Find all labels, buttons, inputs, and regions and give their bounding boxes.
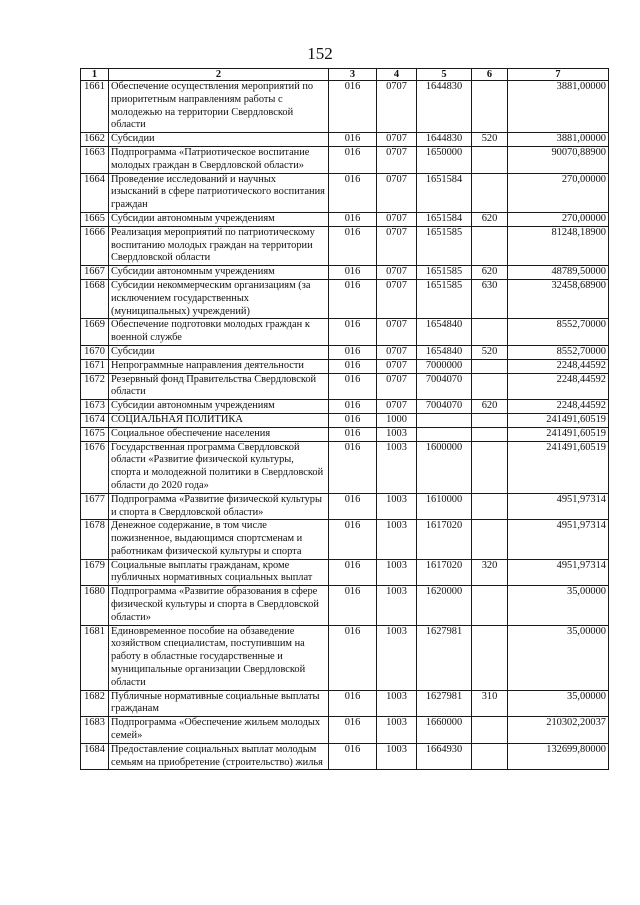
row-name: Единовременное пособие на обзаведение хозяйством специалистам, поступившим на работу в областные государственные и муниципальные организации Свердловской области (109, 625, 329, 690)
row-number: 1673 (81, 400, 109, 414)
row-expense-type: 310 (472, 690, 508, 717)
row-target-code: 1610000 (417, 493, 472, 520)
table-row (81, 625, 609, 690)
table-row (81, 173, 609, 212)
row-expense-type: 320 (472, 559, 508, 586)
row-number: 1668 (81, 279, 109, 318)
row-amount: 35,00000 (508, 690, 609, 717)
row-expense-type (472, 319, 508, 346)
row-ministry-code: 016 (329, 133, 377, 147)
column-header: 7 (508, 69, 609, 81)
row-ministry-code: 016 (329, 717, 377, 744)
row-section-code: 1003 (377, 690, 417, 717)
row-name: СОЦИАЛЬНАЯ ПОЛИТИКА (109, 413, 329, 427)
row-ministry-code: 016 (329, 173, 377, 212)
table-row (81, 279, 609, 318)
row-ministry-code: 016 (329, 690, 377, 717)
row-section-code: 1003 (377, 559, 417, 586)
row-ministry-code: 016 (329, 212, 377, 226)
row-number: 1671 (81, 359, 109, 373)
row-target-code: 7004070 (417, 400, 472, 414)
row-amount: 270,00000 (508, 173, 609, 212)
row-target-code: 7000000 (417, 359, 472, 373)
row-target-code: 1644830 (417, 133, 472, 147)
table-row (81, 319, 609, 346)
table-row (81, 586, 609, 625)
row-number: 1667 (81, 266, 109, 280)
row-ministry-code: 016 (329, 81, 377, 133)
row-expense-type: 620 (472, 266, 508, 280)
row-name: Непрограммные направления деятельности (109, 359, 329, 373)
row-expense-type (472, 493, 508, 520)
row-target-code: 1651585 (417, 279, 472, 318)
row-ministry-code: 016 (329, 266, 377, 280)
table-row (81, 441, 609, 493)
row-amount: 90070,88900 (508, 146, 609, 173)
table-row (81, 493, 609, 520)
row-ministry-code: 016 (329, 359, 377, 373)
row-expense-type (472, 146, 508, 173)
row-target-code: 1651584 (417, 173, 472, 212)
row-amount: 2248,44592 (508, 400, 609, 414)
row-target-code: 1617020 (417, 559, 472, 586)
row-ministry-code: 016 (329, 413, 377, 427)
row-target-code: 1627981 (417, 625, 472, 690)
row-expense-type (472, 226, 508, 265)
row-amount: 132699,80000 (508, 743, 609, 770)
row-amount: 8552,70000 (508, 345, 609, 359)
row-expense-type (472, 373, 508, 400)
row-amount: 48789,50000 (508, 266, 609, 280)
table-row (81, 81, 609, 133)
row-number: 1678 (81, 520, 109, 559)
row-name: Подпрограмма «Развитие физической культуры и спорта в Свердловской области» (109, 493, 329, 520)
row-amount: 241491,60519 (508, 413, 609, 427)
row-name: Публичные нормативные социальные выплаты гражданам (109, 690, 329, 717)
page-number: 152 (307, 44, 333, 63)
row-section-code: 0707 (377, 319, 417, 346)
row-target-code: 1651585 (417, 226, 472, 265)
row-ministry-code: 016 (329, 400, 377, 414)
row-ministry-code: 016 (329, 279, 377, 318)
row-name: Подпрограмма «Развитие образования в сфере физической культуры и спорта в Свердловской области» (109, 586, 329, 625)
table-row (81, 520, 609, 559)
table-row (81, 559, 609, 586)
row-expense-type: 630 (472, 279, 508, 318)
column-header: 1 (81, 69, 109, 81)
table-row (81, 690, 609, 717)
row-name: Субсидии автономным учреждениям (109, 266, 329, 280)
row-expense-type (472, 81, 508, 133)
row-section-code: 0707 (377, 345, 417, 359)
row-target-code: 1660000 (417, 717, 472, 744)
row-amount: 35,00000 (508, 586, 609, 625)
row-expense-type (472, 520, 508, 559)
table-header-row (81, 69, 609, 81)
row-expense-type (472, 717, 508, 744)
row-name: Субсидии некоммерческим организациям (за исключением государственных (муниципальных) учреждений) (109, 279, 329, 318)
row-amount: 81248,18900 (508, 226, 609, 265)
row-expense-type: 520 (472, 345, 508, 359)
row-target-code: 1620000 (417, 586, 472, 625)
row-number: 1664 (81, 173, 109, 212)
table-row (81, 413, 609, 427)
row-section-code: 0707 (377, 266, 417, 280)
row-ministry-code: 016 (329, 586, 377, 625)
table-row (81, 717, 609, 744)
row-target-code: 1654840 (417, 345, 472, 359)
row-section-code: 0707 (377, 81, 417, 133)
row-amount: 4951,97314 (508, 559, 609, 586)
row-ministry-code: 016 (329, 373, 377, 400)
row-target-code: 1617020 (417, 520, 472, 559)
row-number: 1672 (81, 373, 109, 400)
row-target-code: 1664930 (417, 743, 472, 770)
row-ministry-code: 016 (329, 427, 377, 441)
row-section-code: 1003 (377, 441, 417, 493)
column-header: 5 (417, 69, 472, 81)
table-row (81, 427, 609, 441)
row-amount: 210302,20037 (508, 717, 609, 744)
row-section-code: 1003 (377, 586, 417, 625)
row-target-code: 1627981 (417, 690, 472, 717)
row-expense-type (472, 625, 508, 690)
row-target-code: 1600000 (417, 441, 472, 493)
row-ministry-code: 016 (329, 319, 377, 346)
row-section-code: 1003 (377, 493, 417, 520)
column-header: 3 (329, 69, 377, 81)
row-number: 1681 (81, 625, 109, 690)
row-ministry-code: 016 (329, 559, 377, 586)
row-section-code: 0707 (377, 279, 417, 318)
row-target-code: 1651584 (417, 212, 472, 226)
row-expense-type: 620 (472, 212, 508, 226)
column-header: 2 (109, 69, 329, 81)
row-section-code: 1003 (377, 717, 417, 744)
row-section-code: 0707 (377, 212, 417, 226)
row-ministry-code: 016 (329, 146, 377, 173)
row-number: 1677 (81, 493, 109, 520)
row-number: 1675 (81, 427, 109, 441)
row-target-code: 1644830 (417, 81, 472, 133)
row-ministry-code: 016 (329, 345, 377, 359)
row-amount: 241491,60519 (508, 427, 609, 441)
row-number: 1684 (81, 743, 109, 770)
row-name: Предоставление социальных выплат молодым семьям на приобретение (строительство) жилья (109, 743, 329, 770)
row-number: 1682 (81, 690, 109, 717)
row-section-code: 0707 (377, 173, 417, 212)
row-ministry-code: 016 (329, 441, 377, 493)
row-name: Обеспечение подготовки молодых граждан к военной службе (109, 319, 329, 346)
row-target-code: 1651585 (417, 266, 472, 280)
row-target-code (417, 427, 472, 441)
row-expense-type (472, 427, 508, 441)
row-amount: 241491,60519 (508, 441, 609, 493)
row-expense-type (472, 359, 508, 373)
row-number: 1665 (81, 212, 109, 226)
table-row (81, 266, 609, 280)
row-name: Субсидии автономным учреждениям (109, 212, 329, 226)
row-number: 1661 (81, 81, 109, 133)
row-expense-type: 520 (472, 133, 508, 147)
row-expense-type (472, 413, 508, 427)
row-name: Реализация мероприятий по патриотическому воспитанию молодых граждан на территории Свердловской области (109, 226, 329, 265)
table-row (81, 373, 609, 400)
row-ministry-code: 016 (329, 520, 377, 559)
row-section-code: 1003 (377, 427, 417, 441)
row-number: 1679 (81, 559, 109, 586)
row-name: Резервный фонд Правительства Свердловской области (109, 373, 329, 400)
row-number: 1680 (81, 586, 109, 625)
row-amount: 3881,00000 (508, 133, 609, 147)
row-name: Субсидии (109, 133, 329, 147)
table-row (81, 133, 609, 147)
row-number: 1669 (81, 319, 109, 346)
row-number: 1676 (81, 441, 109, 493)
table-row (81, 146, 609, 173)
column-header: 6 (472, 69, 508, 81)
row-number: 1670 (81, 345, 109, 359)
row-amount: 3881,00000 (508, 81, 609, 133)
row-amount: 2248,44592 (508, 359, 609, 373)
table-row (81, 400, 609, 414)
row-amount: 4951,97314 (508, 520, 609, 559)
row-ministry-code: 016 (329, 625, 377, 690)
row-name: Подпрограмма «Обеспечение жильем молодых семей» (109, 717, 329, 744)
row-name: Государственная программа Свердловской области «Развитие физической культуры, спорта и молодежной политики в Свердловской области до 2020 года» (109, 441, 329, 493)
row-target-code: 1654840 (417, 319, 472, 346)
row-number: 1683 (81, 717, 109, 744)
table-row (81, 743, 609, 770)
row-amount: 32458,68900 (508, 279, 609, 318)
row-ministry-code: 016 (329, 493, 377, 520)
row-target-code: 7004070 (417, 373, 472, 400)
row-amount: 270,00000 (508, 212, 609, 226)
row-name: Подпрограмма «Патриотическое воспитание молодых граждан в Свердловской области» (109, 146, 329, 173)
row-amount: 4951,97314 (508, 493, 609, 520)
table-row (81, 226, 609, 265)
row-section-code: 0707 (377, 146, 417, 173)
row-section-code: 1003 (377, 625, 417, 690)
table-row (81, 212, 609, 226)
row-name: Субсидии (109, 345, 329, 359)
row-name: Обеспечение осуществления мероприятий по приоритетным направлениям работы с молодежью на территории Свердловской области (109, 81, 329, 133)
row-ministry-code: 016 (329, 226, 377, 265)
row-section-code: 1003 (377, 520, 417, 559)
row-amount: 8552,70000 (508, 319, 609, 346)
row-number: 1663 (81, 146, 109, 173)
row-target-code: 1650000 (417, 146, 472, 173)
row-section-code: 0707 (377, 359, 417, 373)
row-number: 1666 (81, 226, 109, 265)
row-section-code: 1003 (377, 743, 417, 770)
row-expense-type: 620 (472, 400, 508, 414)
column-header: 4 (377, 69, 417, 81)
row-name: Проведение исследований и научных изысканий в сфере патриотического воспитания граждан (109, 173, 329, 212)
row-ministry-code: 016 (329, 743, 377, 770)
row-name: Социальное обеспечение населения (109, 427, 329, 441)
table-row (81, 345, 609, 359)
row-section-code: 1000 (377, 413, 417, 427)
table-row (81, 359, 609, 373)
row-number: 1662 (81, 133, 109, 147)
row-name: Субсидии автономным учреждениям (109, 400, 329, 414)
row-target-code (417, 413, 472, 427)
row-amount: 35,00000 (508, 625, 609, 690)
row-amount: 2248,44592 (508, 373, 609, 400)
row-expense-type (472, 173, 508, 212)
row-section-code: 0707 (377, 400, 417, 414)
row-number: 1674 (81, 413, 109, 427)
row-name: Социальные выплаты гражданам, кроме публичных нормативных социальных выплат (109, 559, 329, 586)
row-section-code: 0707 (377, 133, 417, 147)
row-expense-type (472, 586, 508, 625)
budget-table (80, 68, 609, 770)
row-name: Денежное содержание, в том числе пожизненное, выдающимся спортсменам и работникам физической культуры и спорта (109, 520, 329, 559)
row-section-code: 0707 (377, 226, 417, 265)
row-section-code: 0707 (377, 373, 417, 400)
row-expense-type (472, 743, 508, 770)
row-expense-type (472, 441, 508, 493)
